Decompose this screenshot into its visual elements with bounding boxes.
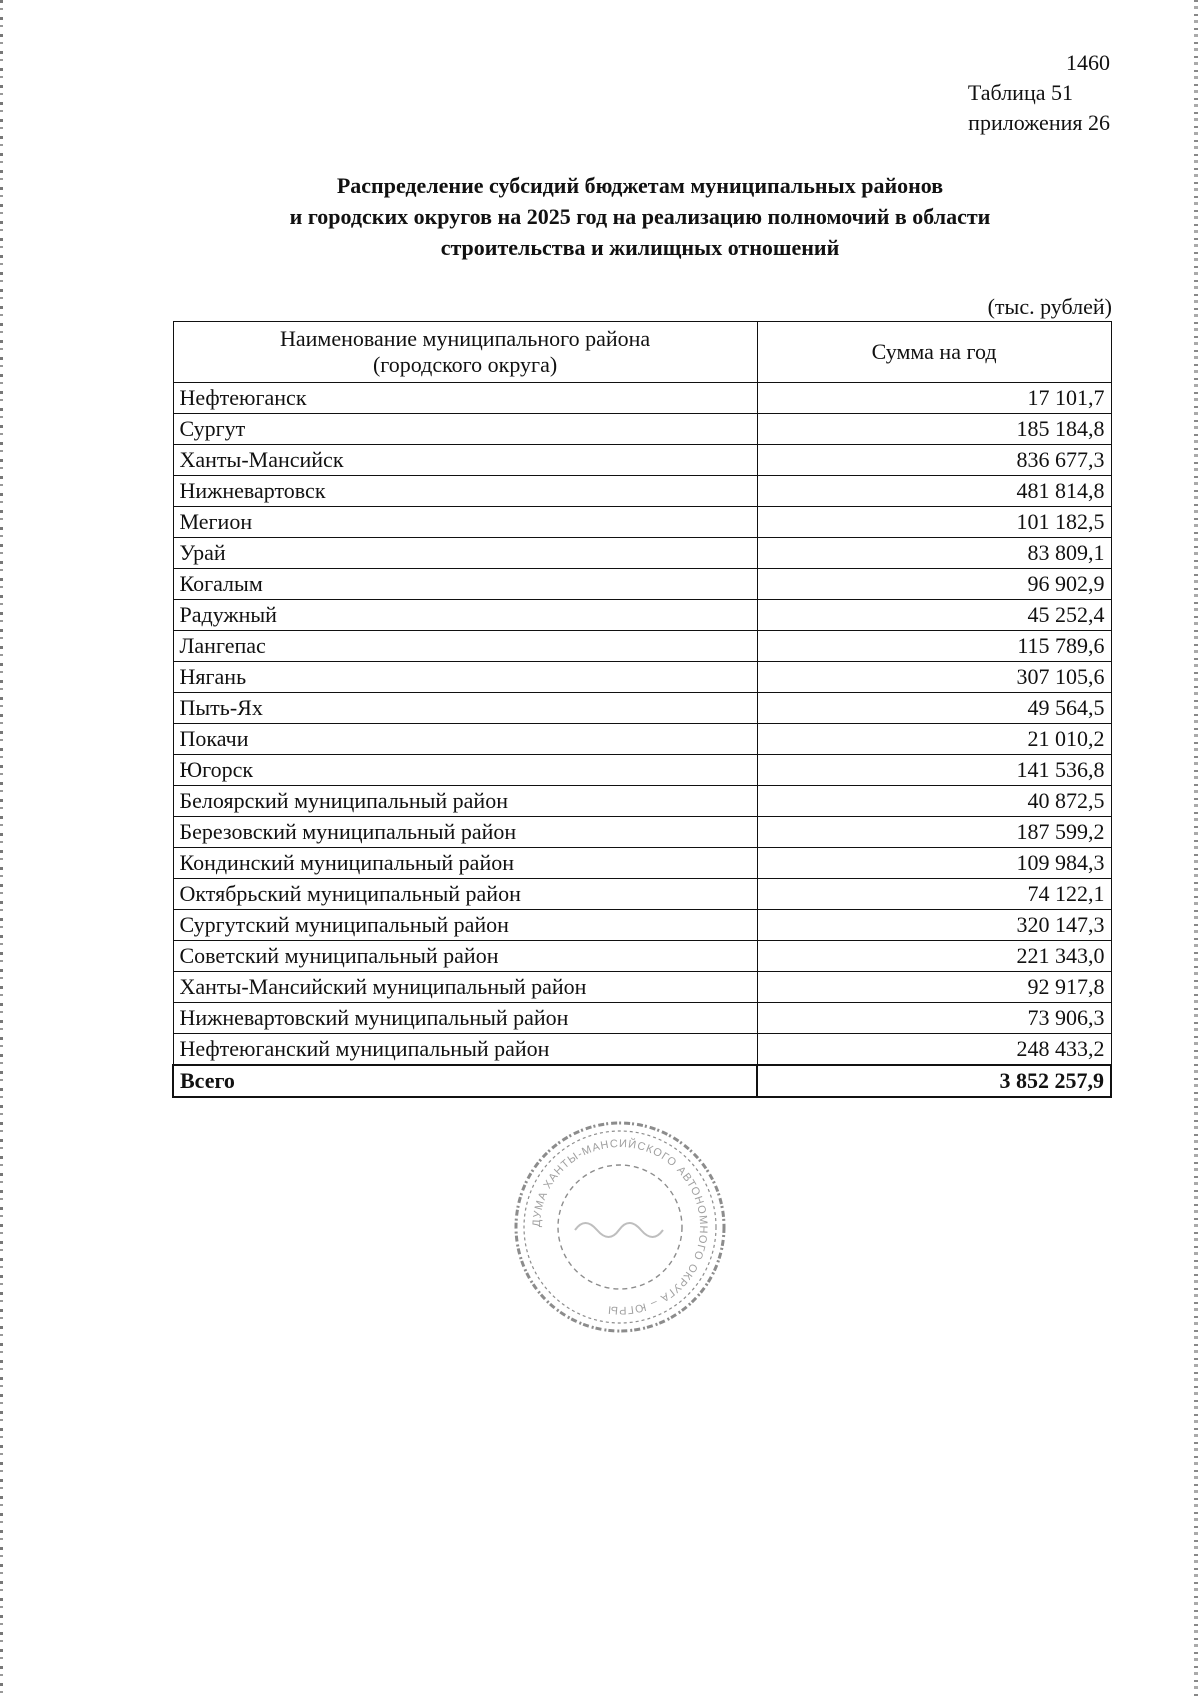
table-row [173,476,1111,507]
row-name: Кондинский муниципальный район [173,848,757,879]
official-seal [505,1112,735,1342]
page-number: 1460 [1066,50,1110,75]
row-name: Когалым [173,569,757,600]
row-amount: 40 872,5 [757,786,1111,817]
row-amount: 49 564,5 [757,693,1111,724]
row-amount: 73 906,3 [757,1003,1111,1034]
row-amount: 481 814,8 [757,476,1111,507]
row-name: Мегион [173,507,757,538]
row-name: Октябрьский муниципальный район [173,879,757,910]
scan-edge-right [1194,0,1198,1698]
row-name: Нефтеюганск [173,383,757,414]
title-line-1: Распределение субсидий бюджетам муниципальных районов [336,173,944,198]
table-row [173,631,1111,662]
column-header-amount: Сумма на год [757,322,1111,383]
row-name: Ханты-Мансийский муниципальный район [173,972,757,1003]
row-name: Радужный [173,600,757,631]
table-row [173,724,1111,755]
document-title [172,170,1108,263]
row-name: Пыть-Ях [173,693,757,724]
table-row [173,445,1111,476]
table-row [173,507,1111,538]
table-row [173,600,1111,631]
table-header-row [173,322,1111,383]
row-name: Нижневартовский муниципальный район [173,1003,757,1034]
table-row [173,569,1111,600]
row-amount: 92 917,8 [757,972,1111,1003]
title-line-3: строительства и жилищных отношений [440,235,840,260]
table-row [173,817,1111,848]
title-line-2: и городских округов на 2025 год на реализацию полномочий в области [289,204,991,229]
table-body [173,383,1111,1098]
svg-text:ДУМА ХАНТЫ-МАНСИЙСКОГО АВТОНОМ: ДУМА ХАНТЫ-МАНСИЙСКОГО АВТОНОМНОГО ОКРУГА – ЮГРЫ [530,1137,710,1317]
row-amount: 96 902,9 [757,569,1111,600]
table-row [173,879,1111,910]
row-amount: 21 010,2 [757,724,1111,755]
row-amount: 187 599,2 [757,817,1111,848]
column-header-name-line-2: (городского округа) [372,352,558,377]
row-name: Сургутский муниципальный район [173,910,757,941]
scan-edge-left [0,0,3,1698]
column-header-name-line-1: Наименование муниципального района [280,326,651,351]
table-row [173,972,1111,1003]
table-row [173,755,1111,786]
row-amount: 248 433,2 [757,1034,1111,1066]
table-row [173,383,1111,414]
table-row [173,1034,1111,1066]
table-row [173,786,1111,817]
table-row [173,848,1111,879]
row-amount: 320 147,3 [757,910,1111,941]
total-label: Всего [173,1065,757,1097]
table-row [173,662,1111,693]
row-name: Нижневартовск [173,476,757,507]
row-name: Югорск [173,755,757,786]
row-amount: 141 536,8 [757,755,1111,786]
table-row [173,910,1111,941]
row-amount: 109 984,3 [757,848,1111,879]
row-amount: 17 101,7 [757,383,1111,414]
row-name: Ханты-Мансийск [173,445,757,476]
row-amount: 185 184,8 [757,414,1111,445]
row-amount: 45 252,4 [757,600,1111,631]
row-name: Нягань [173,662,757,693]
row-amount: 101 182,5 [757,507,1111,538]
table-row [173,414,1111,445]
total-amount: 3 852 257,9 [757,1065,1111,1097]
row-name: Лангепас [173,631,757,662]
table-row [173,693,1111,724]
row-amount: 83 809,1 [757,538,1111,569]
row-name: Советский муниципальный район [173,941,757,972]
units-note: (тыс. рублей) [987,294,1112,319]
annex-label: приложения 26 [968,110,1110,135]
subsidy-table [172,321,1112,1098]
table-row [173,1003,1111,1034]
table-row [173,538,1111,569]
table-label: Таблица 51 [967,80,1073,105]
row-name: Белоярский муниципальный район [173,786,757,817]
total-row [173,1065,1111,1097]
row-amount: 307 105,6 [757,662,1111,693]
table-row [173,941,1111,972]
row-name: Нефтеюганский муниципальный район [173,1034,757,1066]
row-amount: 115 789,6 [757,631,1111,662]
row-amount: 74 122,1 [757,879,1111,910]
row-amount: 221 343,0 [757,941,1111,972]
row-name: Березовский муниципальный район [173,817,757,848]
row-name: Покачи [173,724,757,755]
column-header-name [173,322,757,383]
row-name: Сургут [173,414,757,445]
row-amount: 836 677,3 [757,445,1111,476]
row-name: Урай [173,538,757,569]
